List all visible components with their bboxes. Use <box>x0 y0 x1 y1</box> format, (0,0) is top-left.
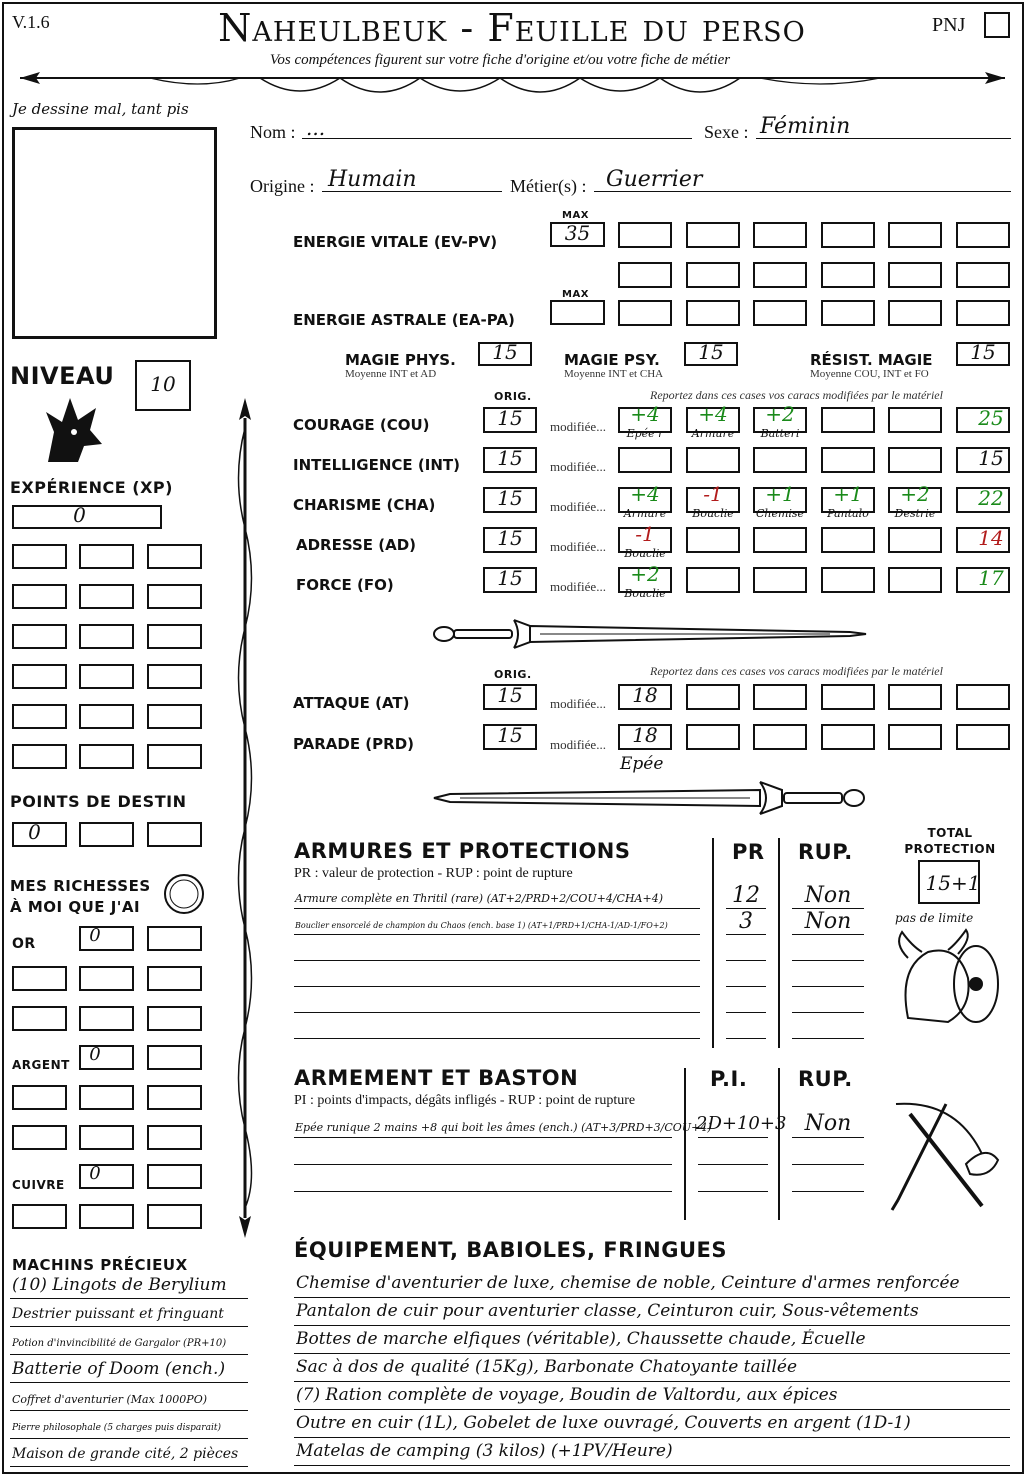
nom-underline <box>302 138 692 139</box>
or-value: 0 <box>89 925 101 946</box>
stat-mod-box[interactable] <box>821 527 875 553</box>
xp-box[interactable] <box>12 584 67 609</box>
stat-mod-caption: Bouclie <box>624 587 666 600</box>
armures-row-line <box>294 934 700 935</box>
stat-label: INTELLIGENCE (INT) <box>293 456 460 474</box>
armement-rup-header: RUP. <box>798 1067 853 1091</box>
or-box[interactable] <box>79 1006 134 1031</box>
armures-pr-line <box>726 1038 766 1039</box>
at-orig-value: 15 <box>497 683 523 707</box>
xp-label: EXPÉRIENCE (XP) <box>10 478 173 497</box>
dragon-icon <box>40 392 106 466</box>
ev-box[interactable] <box>618 262 672 288</box>
stat-orig-value: 15 <box>497 446 523 470</box>
xp-box[interactable] <box>147 704 202 729</box>
equipement-line <box>294 1325 1010 1326</box>
destin-label: POINTS DE DESTIN <box>10 792 187 811</box>
cuivre-box[interactable] <box>12 1204 67 1229</box>
ev-box[interactable] <box>821 262 875 288</box>
stat-mod-value: +4 <box>630 402 660 426</box>
origine-value[interactable]: Humain <box>328 167 417 192</box>
ev-box[interactable] <box>618 222 672 248</box>
stat-final-value: 15 <box>978 446 1004 470</box>
armures-divider-2 <box>778 838 780 1048</box>
machins-item[interactable]: Destrier puissant et fringuant <box>12 1306 224 1322</box>
armure-name[interactable]: Armure complète en Thritil (rare) (AT+2/PRD+2/COU+4/CHA+4) <box>295 892 664 905</box>
page-subtitle: Vos compétences figurent sur votre fiche d'origine et/ou votre fiche de métier <box>269 52 731 68</box>
armures-pr-line <box>726 960 766 961</box>
pnj-checkbox[interactable] <box>984 12 1010 38</box>
equipement-line <box>294 1381 1010 1382</box>
stat-mod-caption: Batteri <box>760 427 800 440</box>
stat-mod-caption: Destrie <box>894 507 936 520</box>
stat-orig-value: 15 <box>497 566 523 590</box>
sexe-label: Sexe : <box>704 122 749 142</box>
prd-label: PARADE (PRD) <box>293 735 415 753</box>
combat-orig-label: ORIG. <box>494 668 532 681</box>
stat-mod-box[interactable] <box>888 567 942 593</box>
cuivre-value: 0 <box>89 1163 101 1184</box>
equipement-title: ÉQUIPEMENT, BABIOLES, FRINGUES <box>294 1238 727 1262</box>
pnj-label: PNJ <box>932 14 966 36</box>
armement-subtitle: PI : points d'impacts, dégâts infligés - RUP : point de rupture <box>294 1093 636 1108</box>
xp-box[interactable] <box>79 744 134 769</box>
ev-box[interactable] <box>753 262 807 288</box>
argent-label: ARGENT <box>12 1058 70 1072</box>
machins-item[interactable]: Coffret d'aventurier (Max 1000PO) <box>12 1393 208 1406</box>
xp-box[interactable] <box>79 704 134 729</box>
ev-box[interactable] <box>956 222 1010 248</box>
total-label-1: TOTAL <box>927 826 973 840</box>
xp-box[interactable] <box>12 744 67 769</box>
xp-box[interactable] <box>12 544 67 569</box>
machins-line <box>10 1382 248 1383</box>
argent-box[interactable] <box>79 1125 134 1150</box>
prd-box[interactable] <box>888 724 942 750</box>
stat-mod-caption: Armure <box>623 507 667 520</box>
ev-box[interactable] <box>821 222 875 248</box>
armures-row-line <box>294 960 700 961</box>
niveau-value: 10 <box>150 372 176 396</box>
machins-line <box>10 1438 248 1439</box>
machins-title: MACHINS PRÉCIEUX <box>12 1256 188 1274</box>
armures-title: ARMURES ET PROTECTIONS <box>294 839 631 863</box>
cuivre-box[interactable] <box>147 1204 202 1229</box>
xp-box[interactable] <box>79 544 134 569</box>
stat-mod-box[interactable] <box>821 447 875 473</box>
stat-mod-caption: Epée r <box>626 427 664 440</box>
arme-rup[interactable]: Non <box>804 1111 852 1136</box>
destin-box[interactable] <box>147 822 202 847</box>
armures-pr-line <box>726 986 766 987</box>
portrait-box[interactable] <box>12 127 217 339</box>
resist-magie-label: RÉSIST. MAGIE <box>810 351 933 369</box>
armures-pr-line <box>726 1012 766 1013</box>
at-box[interactable] <box>821 684 875 710</box>
stat-mod-value: -1 <box>703 482 723 506</box>
at-label: ATTAQUE (AT) <box>293 694 410 712</box>
cuivre-box[interactable] <box>79 1204 134 1229</box>
magie-phys-value: 15 <box>492 340 518 364</box>
equipement-line <box>294 1297 1010 1298</box>
or-box[interactable] <box>147 1006 202 1031</box>
destin-box[interactable] <box>79 822 134 847</box>
arme-pi[interactable]: 2D+10+3 <box>696 1113 787 1134</box>
armure-pr[interactable]: 12 <box>732 883 760 908</box>
resist-magie-sub: Moyenne COU, INT et FO <box>810 368 929 380</box>
stat-mod-box[interactable] <box>888 447 942 473</box>
magie-psy-value: 15 <box>698 340 724 364</box>
ev-box[interactable] <box>686 262 740 288</box>
stat-mod-box[interactable] <box>753 567 807 593</box>
armement-pi-header: P.I. <box>710 1067 748 1091</box>
ea-box[interactable] <box>821 300 875 326</box>
machins-item[interactable]: Potion d'invincibilité de Gargalor (PR+10) <box>12 1338 227 1349</box>
machins-line <box>10 1298 248 1299</box>
ea-max-label: MAX <box>562 289 589 300</box>
prd-box[interactable] <box>686 724 740 750</box>
stat-orig-value: 15 <box>497 526 523 550</box>
stat-mod-value: +1 <box>765 482 795 506</box>
stat-mod-box[interactable] <box>888 527 942 553</box>
armures-divider-1 <box>712 838 714 1048</box>
stat-mod-value: +4 <box>698 402 728 426</box>
equipement-line <box>294 1409 1010 1410</box>
xp-box[interactable] <box>147 744 202 769</box>
stat-orig-value: 15 <box>497 406 523 430</box>
armures-rup-line <box>792 1038 864 1039</box>
equipement-item[interactable]: Matelas de camping (3 kilos) (+1PV/Heure) <box>296 1441 673 1461</box>
ea-label: ENERGIE ASTRALE (EA-PA) <box>293 311 515 329</box>
equipement-item[interactable]: (7) Ration complète de voyage, Boudin de Valtordu, aux épices <box>296 1385 838 1405</box>
cuivre-box[interactable] <box>147 1164 202 1189</box>
stat-mod-value: +2 <box>630 562 660 586</box>
magie-phys-sub: Moyenne INT et AD <box>345 368 437 380</box>
armure-rup[interactable]: Non <box>804 909 852 934</box>
destin-value: 0 <box>28 820 41 844</box>
richesses-label-1: MES RICHESSES <box>10 877 151 895</box>
armement-rup-line <box>792 1191 864 1192</box>
metier-value[interactable]: Guerrier <box>606 167 703 192</box>
at-box[interactable] <box>956 684 1010 710</box>
equipement-item[interactable]: Sac à dos de qualité (15Kg), Barbonate Chatoyante taillée <box>296 1357 798 1377</box>
stat-modif-label: modifiée... <box>550 419 606 434</box>
stat-mod-box[interactable] <box>888 407 942 433</box>
armement-divider-1 <box>684 1068 686 1220</box>
argent-box[interactable] <box>147 1125 202 1150</box>
ea-box[interactable] <box>753 300 807 326</box>
stat-final-value: 17 <box>978 566 1004 590</box>
armures-subtitle: PR : valeur de protection - RUP : point de rupture <box>294 866 573 881</box>
armement-row-line <box>294 1164 672 1165</box>
or-label: OR <box>12 936 36 952</box>
or-box[interactable] <box>12 966 67 991</box>
machins-line <box>10 1326 248 1327</box>
staff-ornament <box>228 398 262 1238</box>
armures-pr-header: PR <box>732 840 765 864</box>
coin-icon <box>162 872 206 916</box>
stat-mod-box[interactable] <box>821 407 875 433</box>
argent-value: 0 <box>89 1044 101 1065</box>
at-modif-label: modifiée... <box>550 696 606 711</box>
at-box[interactable] <box>753 684 807 710</box>
stat-mod-box[interactable] <box>618 447 672 473</box>
machins-line <box>10 1466 248 1467</box>
armement-pi-line <box>698 1191 768 1192</box>
helmet-shield-icon <box>888 928 1008 1028</box>
stat-mod-value: +2 <box>900 482 930 506</box>
stat-mod-box[interactable] <box>686 567 740 593</box>
arme-name[interactable]: Epée runique 2 mains +8 qui boit les âmes (ench.) (AT+3/PRD+3/COU+4) <box>295 1121 712 1134</box>
ev-box[interactable] <box>888 262 942 288</box>
stat-final-value: 14 <box>978 526 1004 550</box>
armement-row-line <box>294 1191 672 1192</box>
xp-value: 0 <box>73 503 86 527</box>
prd-modif-label: modifiée... <box>550 737 606 752</box>
stat-label: ADRESSE (AD) <box>296 536 417 554</box>
page-title: Naheulbeuk - Feuille du perso <box>218 6 806 50</box>
stat-mod-box[interactable] <box>753 447 807 473</box>
armement-row-line <box>294 1137 672 1138</box>
sexe-value[interactable]: Féminin <box>760 114 851 139</box>
ev-box[interactable] <box>956 262 1010 288</box>
machins-item[interactable]: Batterie of Doom (ench.) <box>12 1359 226 1379</box>
armement-pi-line <box>698 1164 768 1165</box>
equipement-item[interactable]: Pantalon de cuir pour aventurier classe, Ceinturon cuir, Sous-vêtements <box>296 1301 919 1321</box>
armure-pr[interactable]: 3 <box>739 909 753 934</box>
xp-box[interactable] <box>147 664 202 689</box>
ev-max-label: MAX <box>562 210 589 221</box>
xp-box[interactable] <box>147 584 202 609</box>
prd-box[interactable] <box>753 724 807 750</box>
stat-final-value: 25 <box>978 406 1004 430</box>
sword-illustration <box>430 612 870 656</box>
xp-box[interactable] <box>79 624 134 649</box>
stat-mod-caption: Armure <box>691 427 735 440</box>
stat-mod-box[interactable] <box>821 567 875 593</box>
stat-mod-caption: Chemise <box>755 507 805 520</box>
stat-label: FORCE (FO) <box>296 576 394 594</box>
stat-mod-box[interactable] <box>686 447 740 473</box>
richesses-label-2: À MOI QUE J'AI <box>10 898 141 916</box>
stat-label: COURAGE (COU) <box>293 416 430 434</box>
stat-orig-value: 15 <box>497 486 523 510</box>
equipement-line <box>294 1465 1010 1466</box>
origine-label: Origine : <box>250 176 315 196</box>
stat-label: CHARISME (CHA) <box>293 496 436 514</box>
stat-final-value: 22 <box>978 486 1004 510</box>
nom-label: Nom : <box>250 122 296 142</box>
equipement-item[interactable]: Outre en cuir (1L), Gobelet de luxe ouvragé, Couverts en argent (1D-1) <box>296 1413 911 1433</box>
magie-psy-sub: Moyenne INT et CHA <box>564 368 664 380</box>
armement-title: ARMEMENT ET BASTON <box>294 1066 579 1090</box>
argent-box[interactable] <box>147 1085 202 1110</box>
machins-line <box>10 1354 248 1355</box>
armures-rup-header: RUP. <box>798 840 853 864</box>
prd-orig-value: 15 <box>497 723 523 747</box>
xp-box[interactable] <box>79 664 134 689</box>
prd-box[interactable] <box>956 724 1010 750</box>
xp-box[interactable] <box>12 624 67 649</box>
armement-rup-line <box>792 1137 864 1138</box>
stat-modif-label: modifiée... <box>550 459 606 474</box>
stat-mod-value: +4 <box>630 482 660 506</box>
ea-box[interactable] <box>956 300 1010 326</box>
combat-note: Reportez dans ces cases vos caracs modifiées par le matériel <box>650 664 943 678</box>
stat-mod-caption: Bouclie <box>692 507 734 520</box>
combat-caption: Epée <box>620 754 664 774</box>
prd-box[interactable] <box>821 724 875 750</box>
ev-label: ENERGIE VITALE (EV-PV) <box>293 233 498 251</box>
armures-pr-line <box>726 934 766 935</box>
armures-rup-line <box>792 1012 864 1013</box>
armures-row-line <box>294 1012 700 1013</box>
machins-item[interactable]: (10) Lingots de Berylium <box>12 1275 227 1295</box>
stat-mod-value: -1 <box>635 522 655 546</box>
stat-mod-caption: Bouclie <box>624 547 666 560</box>
xp-box[interactable] <box>147 544 202 569</box>
stat-mod-value: +2 <box>765 402 795 426</box>
ev-box[interactable] <box>686 222 740 248</box>
stat-modif-label: modifiée... <box>550 499 606 514</box>
machins-item[interactable]: Pierre philosophale (5 charges puis disparait) <box>12 1423 221 1433</box>
ea-box[interactable] <box>888 300 942 326</box>
armement-pi-line <box>698 1137 768 1138</box>
armement-rup-line <box>792 1164 864 1165</box>
equipement-line <box>294 1353 1010 1354</box>
or-box[interactable] <box>12 1006 67 1031</box>
sword-illustration-2 <box>430 776 870 820</box>
stat-mod-box[interactable] <box>753 527 807 553</box>
at-box[interactable] <box>686 684 740 710</box>
at-mod-value: 18 <box>632 683 658 707</box>
equipement-line <box>294 1437 1010 1438</box>
armures-rup-line <box>792 960 864 961</box>
magie-psy-label: MAGIE PSY. <box>564 351 660 369</box>
total-label-2: PROTECTION <box>904 842 996 856</box>
stat-mod-value: +1 <box>833 482 863 506</box>
armures-rup-line <box>792 986 864 987</box>
stats-orig-label: ORIG. <box>494 390 532 403</box>
ea-box[interactable] <box>686 300 740 326</box>
niveau-label: NIVEAU <box>10 362 115 390</box>
argent-box[interactable] <box>147 1045 202 1070</box>
total-protection-note: pas de limite <box>895 911 974 925</box>
armement-divider-2 <box>778 1068 780 1220</box>
stat-modif-label: modifiée... <box>550 539 606 554</box>
armures-row-line <box>294 1038 700 1039</box>
or-box[interactable] <box>147 966 202 991</box>
nom-value[interactable]: ... <box>306 116 326 140</box>
version-label: V.1.6 <box>12 12 50 32</box>
equipement-item[interactable]: Bottes de marche elfiques (véritable), Chaussette chaude, Écuelle <box>296 1329 866 1349</box>
armure-name[interactable]: Bouclier ensorcelé de champion du Chaos (ench. base 1) (AT+1/PRD+1/CHA-1/AD-1/FO+2) <box>295 921 668 930</box>
argent-box[interactable] <box>79 1085 134 1110</box>
armures-rup-line <box>792 934 864 935</box>
xp-box[interactable] <box>12 664 67 689</box>
stat-mod-caption: Pantalo <box>827 507 869 520</box>
argent-box[interactable] <box>12 1125 67 1150</box>
cuivre-label: CUIVRE <box>12 1178 65 1192</box>
weapons-icon <box>886 1094 1010 1214</box>
stat-mod-box[interactable] <box>686 527 740 553</box>
armures-row-line <box>294 986 700 987</box>
metier-label: Métier(s) : <box>510 176 587 196</box>
xp-box[interactable] <box>147 624 202 649</box>
stat-modif-label: modifiée... <box>550 579 606 594</box>
xp-box[interactable] <box>12 704 67 729</box>
ev-box[interactable] <box>888 222 942 248</box>
ev-max-value: 35 <box>564 221 591 245</box>
armures-row-line <box>294 908 700 909</box>
magie-phys-label: MAGIE PHYS. <box>345 351 456 369</box>
prd-mod-value: 18 <box>632 723 658 747</box>
resist-magie-value: 15 <box>970 340 996 364</box>
ea-box[interactable] <box>618 300 672 326</box>
xp-box[interactable] <box>79 584 134 609</box>
machins-item[interactable]: Maison de grande cité, 2 pièces <box>12 1446 239 1462</box>
armure-rup[interactable]: Non <box>804 883 852 908</box>
ev-box[interactable] <box>753 222 807 248</box>
total-protection-value: 15+1 <box>925 871 981 895</box>
stats-note: Reportez dans ces cases vos caracs modifiées par le matériel <box>650 388 943 402</box>
ea-max-box[interactable] <box>550 300 605 325</box>
argent-box[interactable] <box>12 1085 67 1110</box>
portrait-caption: Je dessine mal, tant pis <box>12 100 189 118</box>
or-box[interactable] <box>79 966 134 991</box>
or-box[interactable] <box>147 926 202 951</box>
at-box[interactable] <box>888 684 942 710</box>
machins-line <box>10 1410 248 1411</box>
equipement-item[interactable]: Chemise d'aventurier de luxe, chemise de noble, Ceinture d'armes renforcée <box>296 1273 960 1293</box>
